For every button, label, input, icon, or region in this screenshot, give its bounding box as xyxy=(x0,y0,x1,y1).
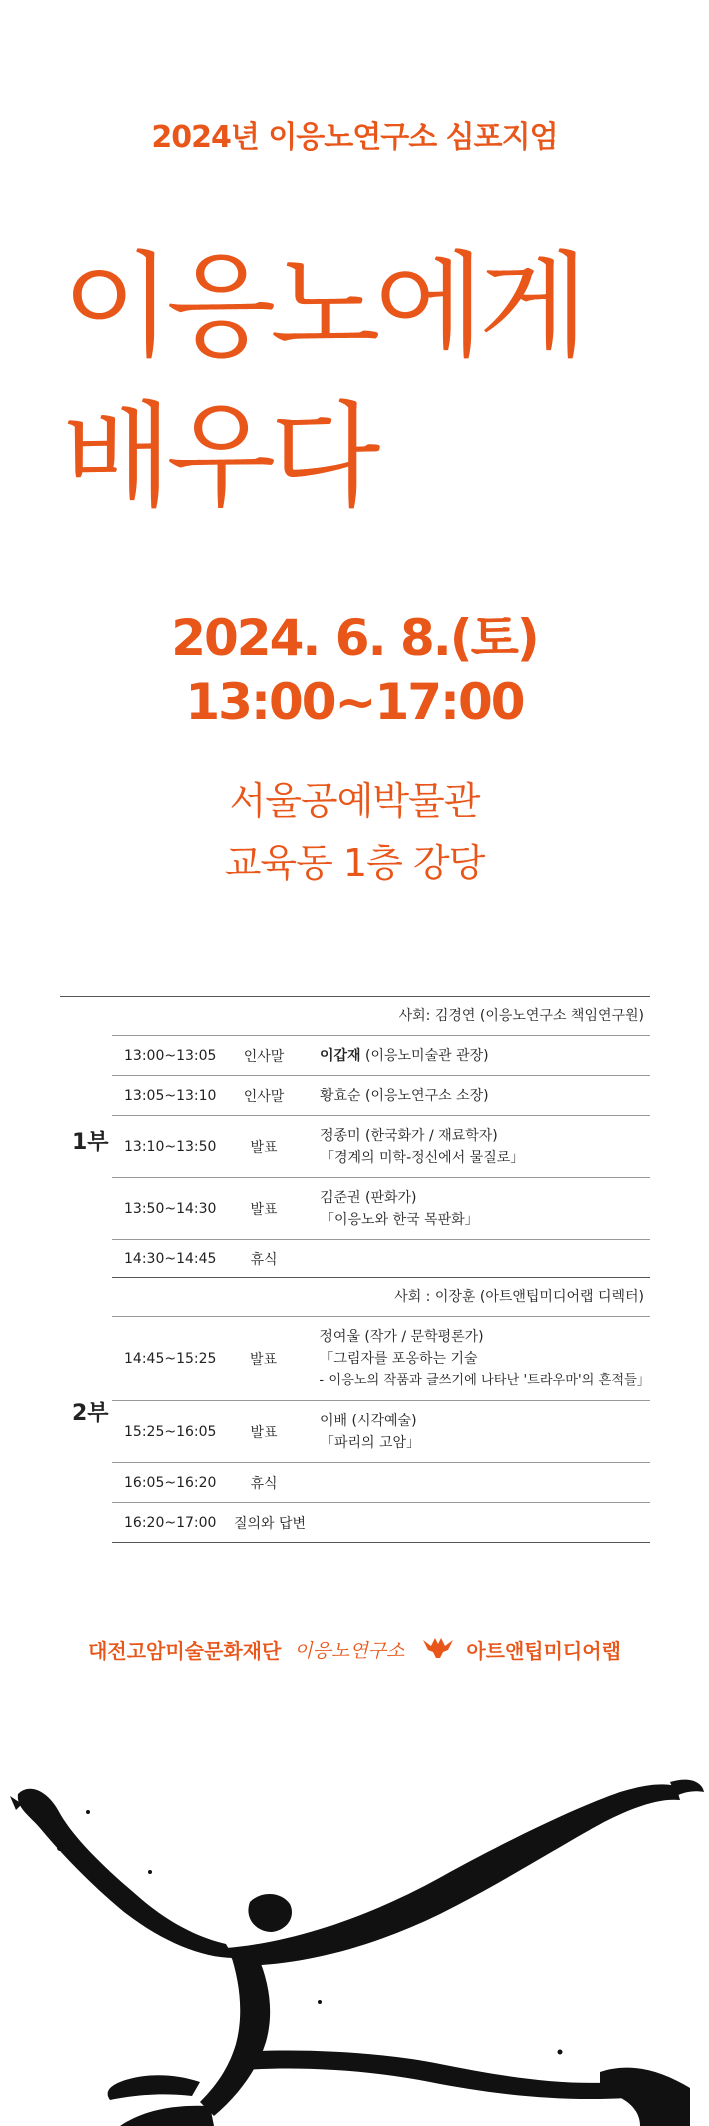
row-type: 발표 xyxy=(250,1201,278,1218)
row-type: 인사말 xyxy=(243,1048,285,1065)
talk-title: 「이응노와 한국 목판화」 xyxy=(320,1211,479,1228)
venue-line-1: 서울공예박물관 xyxy=(229,779,480,823)
row-type: 발표 xyxy=(250,1424,278,1441)
row-desc xyxy=(294,1125,650,1169)
talk-title: 「파리의 고암」 xyxy=(320,1434,421,1451)
talk-title: 「그림자를 포옹하는 기술 xyxy=(319,1350,478,1367)
table-row xyxy=(112,1178,650,1240)
row-desc xyxy=(294,1085,650,1107)
event-subtitle: 2024년 이응노연구소 심포지엄 xyxy=(151,120,558,155)
talk-title: 「경계의 미학-정신에서 물질로」 xyxy=(320,1149,525,1166)
speaker-name: 정종미 xyxy=(320,1127,361,1144)
part-2 xyxy=(60,1278,650,1543)
venue-line-2: 교육동 1층 강당 xyxy=(224,841,485,885)
ink-figure-artwork xyxy=(0,1752,709,2126)
part-1-label: 1부 xyxy=(72,1130,109,1155)
speaker-detail: (한국화가 / 재료학자) xyxy=(360,1127,498,1144)
part-1-host: 사회: 김경연 (이응노연구소 책임연구원) xyxy=(112,997,650,1036)
row-type: 발표 xyxy=(250,1139,278,1156)
speaker-detail: (이응노미술관 관장) xyxy=(360,1047,489,1064)
row-desc xyxy=(294,1187,650,1231)
sponsor-research-institute: 이응노연구소 xyxy=(294,1640,405,1662)
bird-logo-icon xyxy=(417,1634,459,1665)
row-time: 14:30~14:45 xyxy=(124,1250,217,1267)
sponsor-media-lab: 아트앤팁미디어랩 xyxy=(466,1639,621,1663)
table-row xyxy=(112,1116,650,1178)
speaker-detail: (이응노연구소 소장) xyxy=(360,1087,489,1104)
table-row xyxy=(112,1401,650,1463)
row-desc xyxy=(294,1410,650,1454)
table-row xyxy=(112,1317,650,1401)
sponsor-foundation: 대전고암미술문화재단 xyxy=(88,1639,282,1663)
row-type: 휴식 xyxy=(250,1475,278,1492)
row-type: 발표 xyxy=(249,1351,278,1368)
sponsor-bar xyxy=(0,1634,709,1665)
table-row xyxy=(112,1240,650,1278)
row-time: 14:45~15:25 xyxy=(124,1350,217,1367)
event-time: 13:00~17:00 xyxy=(185,673,524,731)
event-venue xyxy=(0,770,709,894)
row-time: 16:05~16:20 xyxy=(124,1474,217,1491)
row-type: 휴식 xyxy=(250,1251,278,1268)
speaker-detail: (작가 / 문학평론가) xyxy=(359,1328,484,1345)
table-row xyxy=(112,1036,650,1076)
speaker-name: 황효순 xyxy=(320,1087,361,1104)
speaker-name: 이갑재 xyxy=(320,1047,361,1064)
row-type: 질의와 답변 xyxy=(234,1515,307,1532)
table-row xyxy=(112,1076,650,1116)
speaker-detail: (판화가) xyxy=(360,1189,417,1206)
speaker-name: 김준권 xyxy=(320,1189,361,1206)
row-time: 13:05~13:10 xyxy=(124,1087,217,1104)
row-desc xyxy=(294,1045,650,1067)
table-row xyxy=(112,1503,650,1543)
row-time: 13:50~14:30 xyxy=(124,1200,217,1217)
schedule-table xyxy=(60,996,650,1543)
row-type: 인사말 xyxy=(243,1088,285,1105)
row-time: 13:00~13:05 xyxy=(124,1047,217,1064)
speaker-detail: (시각예술) xyxy=(347,1412,417,1429)
title-line-1: 이응노에게 xyxy=(62,240,583,373)
speaker-name: 정여울 xyxy=(319,1328,360,1345)
event-datetime xyxy=(0,606,709,734)
part-2-host: 사회 : 이장훈 (아트앤팁미디어랩 디렉터) xyxy=(112,1278,650,1317)
table-row xyxy=(112,1463,650,1503)
row-time: 16:20~17:00 xyxy=(124,1514,217,1531)
event-title xyxy=(62,232,583,532)
event-date: 2024. 6. 8.(토) xyxy=(171,609,538,667)
title-line-2: 배우다 xyxy=(62,390,375,523)
speaker-name: 이배 xyxy=(320,1412,348,1429)
part-2-label: 2부 xyxy=(72,1401,109,1426)
talk-subtitle: - 이응노의 작품과 글쓰기에 나타난 '트라우마'의 흔적들」 xyxy=(319,1372,650,1388)
row-time: 13:10~13:50 xyxy=(124,1138,217,1155)
part-1 xyxy=(60,997,650,1278)
row-time: 15:25~16:05 xyxy=(124,1423,217,1440)
row-desc xyxy=(293,1326,650,1392)
